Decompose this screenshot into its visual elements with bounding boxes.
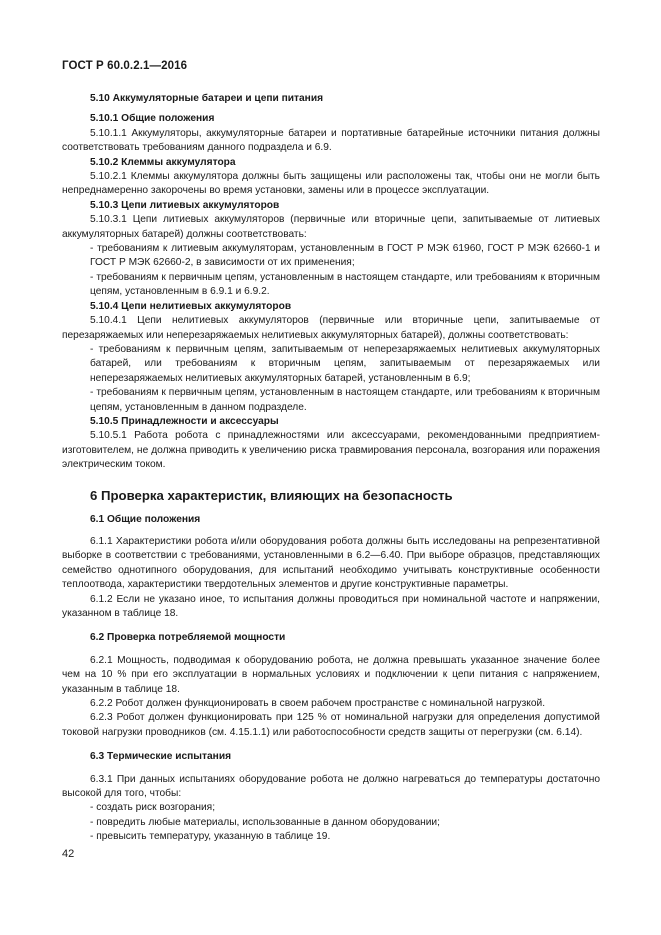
- paragraph-6-2-1: 6.2.1 Мощность, подводимая к оборудованию робота, не должна превышать указанное значение более чем на 10 % при его эксплуатации в нормальных условиях и подключении к цепи питания с напряжением, указанным в таблице 18.: [62, 654, 600, 695]
- paragraph-5-10-5-1: 5.10.5.1 Работа робота с принадлежностями или аксессуарами, рекомендованными предприятием-изготовителем, не должна приводить к увеличению риска травмирования персонала, возгорания или поражения электрическим током.: [62, 430, 600, 471]
- paragraph-6-3-1: 6.3.1 При данных испытаниях оборудование робота не должно нагреваться до температуры достаточно высокой для того, чтобы:: [62, 773, 600, 800]
- paragraph-6-1-1: 6.1.1 Характеристики робота и/или оборудования робота должны быть исследованы на репрезентативной выборке в соответствии с требованиями, установленными в 6.2—6.40. При выборе образцов, представляющих семейство однотипного оборудования, для испытаний необходимо учитывать конструктивные особенности теплоотвода, характеристики твердотельных элементов и другие конструктивные параметры.: [62, 535, 600, 591]
- paragraph-5-10-2-1: 5.10.2.1 Клеммы аккумулятора должны быть защищены или расположены так, чтобы они не могли быть непреднамеренно закорочены во время установки, замены или в процессе эксплуатации.: [62, 171, 600, 197]
- list-item-6-3-b: - повредить любые материалы, использованные в данном оборудовании;: [90, 816, 440, 828]
- section-6-1-title: 6.1 Общие положения: [90, 513, 201, 525]
- section-5-10-2-title: 5.10.2 Клеммы аккумулятора: [90, 156, 236, 168]
- section-5-10-3-title: 5.10.3 Цепи литиевых аккумуляторов: [90, 199, 280, 211]
- list-item-5-10-4-a: - требованиям к первичным цепям, запитываемым от неперезаряжаемых нелитиевых аккумуляторных батарей, или требованиям к вторичным цепям, запитываемым от перезаряжаемых или неперезаряжаемых нелитиевых аккумуляторных батарей, установленным в 6.9;: [90, 343, 600, 384]
- page-number: 42: [62, 848, 75, 860]
- section-6-title: 6 Проверка характеристик, влияющих на безопасность: [90, 487, 453, 503]
- section-5-10-1-title: 5.10.1 Общие положения: [90, 113, 215, 125]
- section-6-2-title: 6.2 Проверка потребляемой мощности: [90, 632, 286, 644]
- document-body: [62, 92, 600, 845]
- list-item-5-10-3-a: - требованиям к литиевым аккумуляторам, установленным в ГОСТ Р МЭК 61960, ГОСТ Р МЭК 62660-1 и ГОСТ Р МЭК 62660-2, в зависимости от их применения;: [90, 243, 600, 269]
- section-6-3-title: 6.3 Термические испытания: [90, 751, 232, 763]
- list-item-6-3-c: - превысить температуру, указанную в таблице 19.: [90, 831, 331, 843]
- section-5-10-title: 5.10 Аккумуляторные батареи и цепи питания: [90, 93, 324, 104]
- paragraph-6-1-2: 6.1.2 Если не указано иное, то испытания должны проводиться при номинальной частоте и напряжении, указанном в таблице 18.: [62, 593, 600, 619]
- document-header: ГОСТ Р 60.0.2.1—2016: [62, 60, 188, 72]
- list-item-5-10-4-b: - требованиям к первичным цепям, установленным в настоящем стандарте, или требованиям к вторичным цепям, установленным в данном подразделе.: [90, 387, 600, 413]
- paragraph-6-2-2: 6.2.2 Робот должен функционировать в своем рабочем пространстве с номинальной нагрузкой.: [90, 698, 546, 710]
- section-5-10-5-title: 5.10.5 Принадлежности и аксессуары: [90, 415, 279, 427]
- paragraph-5-10-1-1: 5.10.1.1 Аккумуляторы, аккумуляторные батареи и портативные батарейные источники питания должны соответствовать требованиям данного подраздела и 6.9.: [62, 127, 600, 154]
- paragraph-6-2-3: 6.2.3 Робот должен функционировать при 125 % от номинальной нагрузки для определения допустимой токовой нагрузки проводников (см. 4.15.1.1) или работоспособности средств защиты от перегрузки (см. 6.14).: [62, 712, 600, 738]
- paragraph-5-10-4-1: 5.10.4.1 Цепи нелитиевых аккумуляторов (первичные или вторичные цепи, запитываемые от перезаряжаемых или неперезаряжаемых нелитиевых аккумуляторных батарей), должны соответствовать:: [62, 315, 600, 341]
- list-item-6-3-a: - создать риск возгорания;: [90, 802, 216, 814]
- section-5-10-4-title: 5.10.4 Цепи нелитиевых аккумуляторов: [90, 300, 292, 312]
- paragraph-5-10-3-1: 5.10.3.1 Цепи литиевых аккумуляторов (первичные или вторичные цепи, запитываемые от литиевых аккумуляторных батарей) должны соответствовать:: [62, 214, 600, 240]
- list-item-5-10-3-b: - требованиям к первичным цепям, установленным в настоящем стандарте, или требованиям к вторичным цепям, установленным в 6.9.1 и 6.9.2.: [90, 271, 600, 298]
